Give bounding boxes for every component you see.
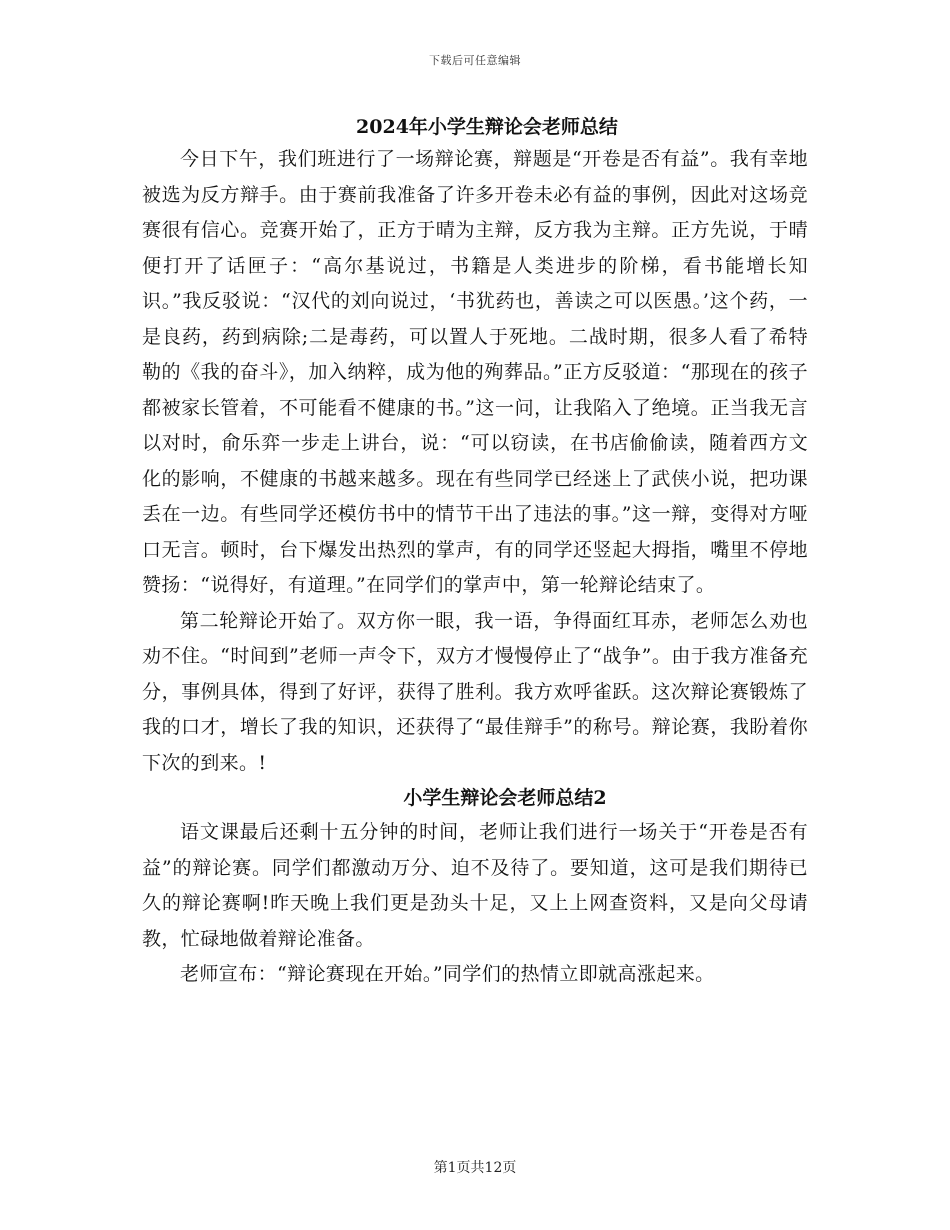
document-title: 2024年小学生辩论会老师总结	[356, 116, 618, 138]
paragraph-4: 老师宣布：“辩论赛现在开始。”同学们的热情立即就高涨起来。	[180, 963, 715, 985]
page-footer-number: 第1页共12页	[433, 1160, 517, 1176]
paragraph-2: 第二轮辩论开始了。双方你一眼，我一语，争得面红耳赤，老师怎么劝也劝不住。“时间到”老师一声令下，双方才慢慢停止了“战争”。由于我方准备充分，事例具体，得到了好评，获得了胜利。我方欢呼雀跃。这次辩论赛锻炼了我的口才，增长了我的知识，还获得了“最佳辩手”的称号。辩论赛，我盼着你下次的到来。!	[142, 609, 808, 774]
document-body	[142, 112, 808, 993]
section-title: 小学生辩论会老师总结2	[403, 787, 607, 809]
page-header-note: 下载后可任意编辑	[429, 54, 521, 67]
paragraph-3: 语文课最后还剩十五分钟的时间，老师让我们进行一场关于“开卷是否有益”的辩论赛。同学们都激动万分、迫不及待了。要知道，这可是我们期待已久的辩论赛啊!昨天晚上我们更是劲头十足，又上上网查资料，又是向父母请教，忙碌地做着辩论准备。	[142, 821, 808, 950]
paragraph-1: 今日下午，我们班进行了一场辩论赛，辩题是“开卷是否有益”。我有幸地被选为反方辩手。由于赛前我准备了许多开卷未必有益的事例，因此对这场竞赛很有信心。竞赛开始了，正方于晴为主辩，反方我为主辩。正方先说，于晴便打开了话匣子：“高尔基说过，书籍是人类进步的阶梯，看书能增长知识。”我反驳说：“汉代的刘向说过，‘书犹药也，善读之可以医愚。’这个药，一是良药，药到病除;二是毒药，可以置人于死地。二战时期，很多人看了希特勒的《我的奋斗》，加入纳粹，成为他的殉葬品。”正方反驳道：“那现在的孩子都被家长管着，不可能看不健康的书。”这一问，让我陷入了绝境。正当我无言以对时，俞乐弈一步走上讲台，说：“可以窃读，在书店偷偷读，随着西方文化的影响，不健康的书越来越多。现在有些同学已经迷上了武侠小说，把功课丢在一边。有些同学还模仿书中的情节干出了违法的事。”这一辩，变得对方哑口无言。顿时，台下爆发出热烈的掌声，有的同学还竖起大拇指，嘴里不停地赞扬：“说得好，有道理。”在同学们的掌声中，第一轮辩论结束了。	[142, 148, 808, 596]
